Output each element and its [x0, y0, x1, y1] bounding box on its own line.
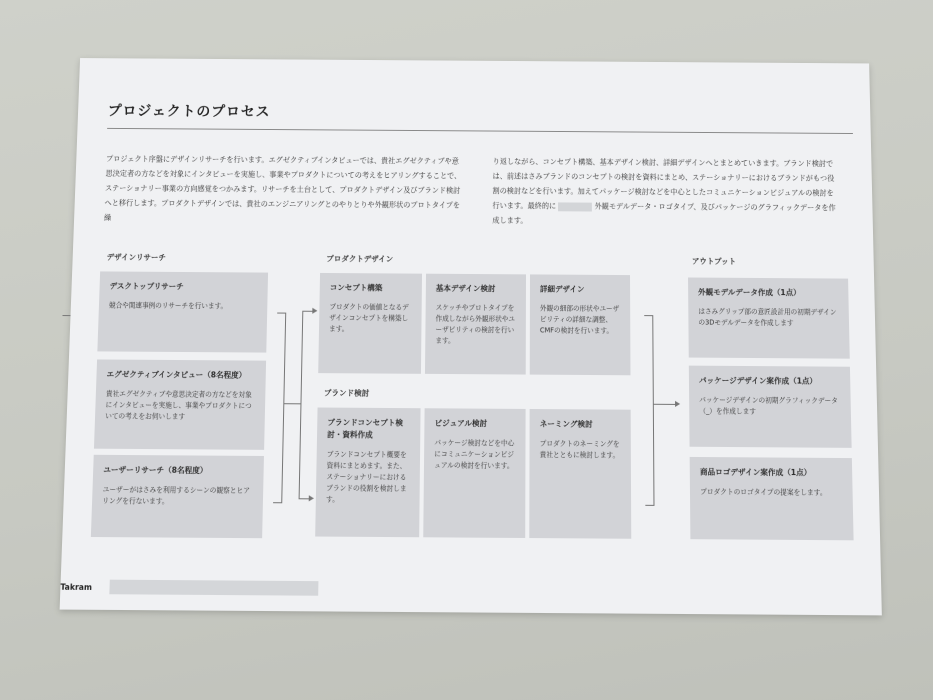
to-brand-line [299, 498, 309, 499]
research-bracket [273, 313, 286, 504]
output-package-title: パッケージデザイン案作成（1点） [698, 375, 818, 386]
product-basic-box [425, 274, 526, 375]
brand-label: ブランド検討 [323, 388, 370, 398]
footer-redaction [109, 580, 318, 596]
brand-concept-box [315, 407, 420, 537]
output-model-box [688, 277, 850, 358]
brand-naming-body: プロダクトのネーミングを貴社とともに検討します。 [539, 439, 620, 460]
research-executive-body: 貴社エグゼクティブや意思決定者の方などを対象にインタビューを実施し、事業やプロダクトについての考えをお伺いします [105, 389, 252, 421]
research-user-body: ユーザーがはさみを利用するシーンの観察とヒアリングを行ないます。 [102, 485, 251, 506]
footer-logo: Takram [60, 582, 93, 593]
brand-visual-title: ビジュアル検討 [434, 418, 488, 428]
product-basic-body: スケッチやプロトタイプを作成しながら外観形状やユーザビリティの検討を行います。 [435, 303, 515, 345]
product-detail-box [530, 274, 631, 375]
brand-concept-body: ブランドコンセプト概要を資料にまとめます。また、ステーショナリーにおけるブランドの役割を検討します。 [325, 450, 407, 504]
intro-text-right-part-b: 外観モデルデータ・ロゴタイプ、及びパッケージのグラフィックデータを作成します。 [492, 201, 836, 225]
research-user-title: ユーザーリサーチ（8名程度） [103, 465, 208, 476]
research-user-box [91, 455, 264, 538]
middle-spine [299, 311, 304, 500]
output-logo-box [690, 457, 854, 540]
output-logo-body: プロダクトのロゴタイプの提案をします。 [700, 487, 827, 497]
research-desktop-body: 競合や関連事例のリサーチを行います。 [108, 301, 228, 311]
research-connector [284, 403, 300, 404]
output-model-body: はさみグリップ部の意匠設計用の初期デザインの3Dモデルデータを作成します [698, 307, 837, 328]
output-connector [654, 404, 676, 405]
brand-naming-title: ネーミング検討 [539, 419, 593, 429]
product-concept-title: コンセプト構築 [329, 282, 383, 293]
to-product-arrow [312, 308, 317, 314]
product-concept-body: プロダクトの価値となるデザインコンセプトを構築します。 [328, 302, 409, 334]
brand-visual-body: パッケージ検討などを中心にコミュニケーションビジュアルの検討を行います。 [434, 438, 515, 471]
output-package-body: パッケージデザインの初期グラフィックデータ（_）を作成します [699, 395, 838, 416]
research-desktop-title: デスクトップリサーチ [109, 281, 184, 291]
product-detail-body: 外観の細部の形状やユーザビリティの詳細な調整、CMFの検討を行います。 [539, 304, 620, 335]
to-brand-arrow [309, 495, 314, 501]
output-model-title: 外観モデルデータ作成（1点） [698, 287, 801, 298]
brand-naming-box [529, 409, 631, 539]
product-basic-title: 基本デザイン検討 [435, 283, 496, 294]
product-concept-box [318, 273, 422, 374]
output-logo-title: 商品ロゴデザイン案作成（1点） [699, 467, 812, 478]
output-bracket [644, 315, 654, 506]
redaction-mark [558, 202, 592, 211]
research-desktop-box [97, 271, 268, 352]
document-page [60, 58, 882, 615]
research-executive-title: エグゼクティブインタビュー（8名程度） [106, 369, 247, 380]
output-arrow [675, 401, 680, 407]
research-executive-box [94, 359, 266, 449]
title-divider [107, 128, 853, 134]
research-label: デザインリサーチ [106, 252, 167, 262]
page-title: プロジェクトのプロセス [107, 103, 271, 121]
left-tick [62, 315, 70, 316]
brand-visual-box [423, 408, 525, 538]
intro-text-right [492, 154, 841, 230]
product-label: プロダクトデザイン [326, 254, 394, 264]
brand-concept-title: ブランドコンセプト検討・資料作成 [327, 417, 403, 440]
intro-text-right-part-a: り返しながら、コンセプト構築、基本デザイン検討、詳細デザインへとまとめていきます。ブランド検討では、前述はさみブランドのコンセプトの検討を資料にまとめ、ステーショナリーにおけるブランドがもつ役割の検討などを行います。加えてパッケージ検討などを中心としたコミュニケーションビジュアルの検討を行います。最終的に [492, 156, 835, 211]
product-detail-title: 詳細デザイン [539, 284, 585, 294]
output-package-box [689, 366, 852, 448]
to-product-line [302, 311, 312, 312]
output-label: アウトプット [691, 256, 737, 266]
intro-text-left: プロジェクト序盤にデザインリサーチを行います。エグゼクティブインタビューでは、貴社エグゼクティブや意思決定者の方などを対象にインタビューを実施し、事業やプロダクトについての考えをヒアリングすることで、ステーショナリー事業の方向感覚をつかみます。リサーチを土台として、プロダクトデザイン及びブランド検討へと移行します。プロダクトデザインでは、貴社のエンジニアリングとのやりとりや外観形状のプロトタイプを繰 [103, 154, 462, 222]
